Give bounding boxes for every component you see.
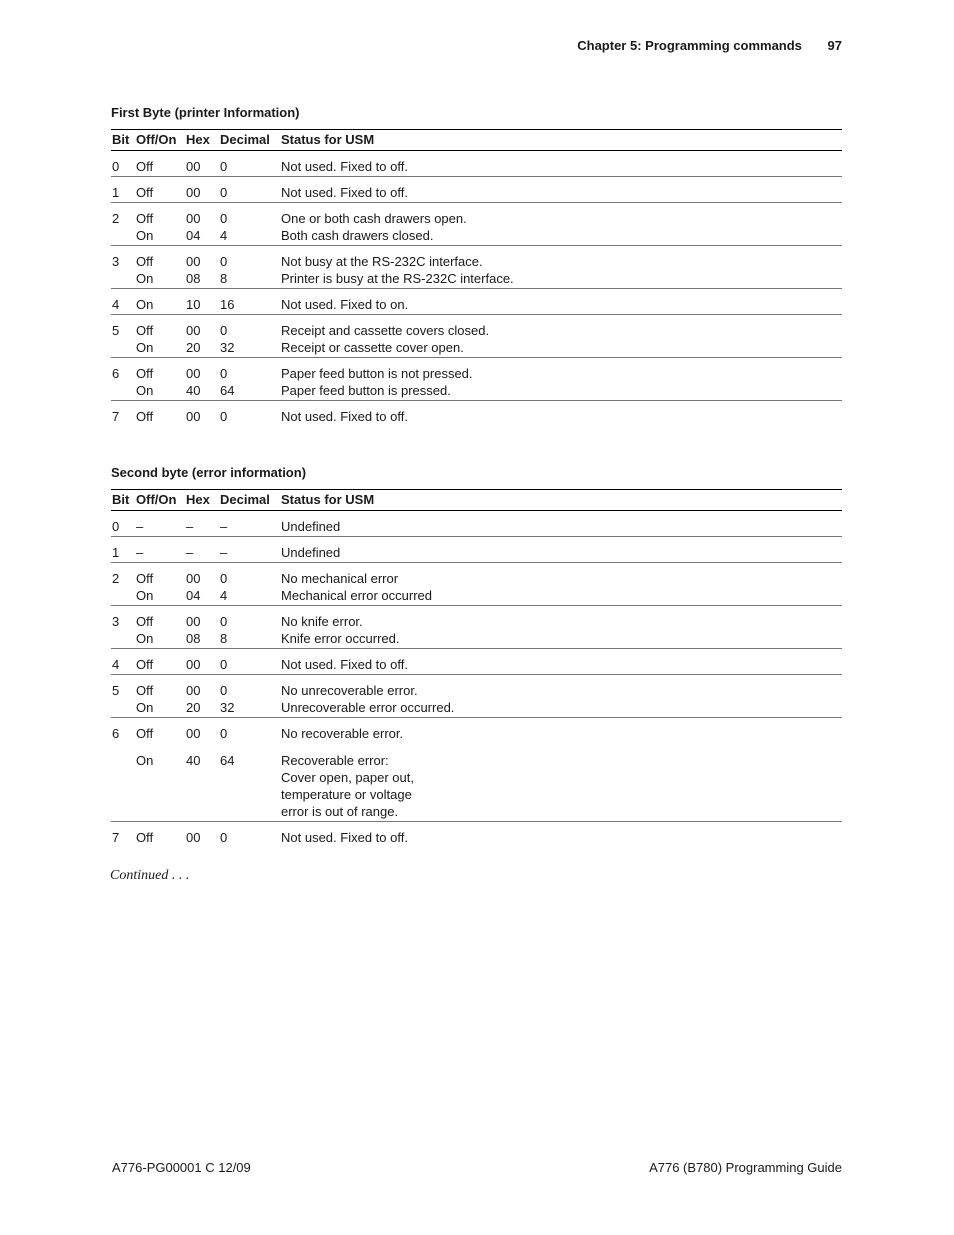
hex-cell-line: 00 <box>186 211 201 226</box>
col-header-bit: Bit <box>111 490 135 511</box>
off-on-cell <box>135 511 185 537</box>
hex-cell-line: 20 <box>186 700 201 715</box>
decimal-cell-line: 0 <box>220 726 228 741</box>
decimal-cell-line: 0 <box>220 683 228 698</box>
decimal-cell <box>219 606 280 649</box>
status-cell-line: Cover open, paper out, <box>281 770 414 785</box>
off-on-cell-line: On <box>136 588 154 603</box>
hex-cell-line: 08 <box>186 631 201 646</box>
status-cell-line: Not used. Fixed to off. <box>281 159 408 174</box>
bit-cell: 4 <box>112 297 120 312</box>
off-on-cell <box>135 675 185 718</box>
decimal-cell-line: – <box>220 545 228 560</box>
hex-cell <box>185 511 219 537</box>
table-row <box>111 563 842 606</box>
status-cell <box>280 649 842 675</box>
off-on-cell-line: On <box>136 753 154 768</box>
table-row <box>111 315 842 358</box>
table-row <box>111 246 842 289</box>
table-row <box>111 718 842 822</box>
bit-cell: 3 <box>112 614 120 629</box>
off-on-cell-line: – <box>136 519 144 534</box>
decimal-cell <box>219 537 280 563</box>
col-header-bit: Bit <box>111 130 135 151</box>
status-cell-line: temperature or voltage <box>281 787 412 802</box>
decimal-cell-line: 0 <box>220 657 228 672</box>
off-on-cell-line: On <box>136 297 154 312</box>
status-cell-line: Printer is busy at the RS-232C interface. <box>281 271 514 286</box>
status-cell-line: error is out of range. <box>281 804 399 819</box>
bit-cell: 1 <box>112 545 120 560</box>
off-on-cell-line: Off <box>136 159 154 174</box>
hex-cell <box>185 358 219 401</box>
col-header-decimal: Decimal <box>219 490 280 511</box>
status-cell-line: No mechanical error <box>281 571 399 586</box>
col-header-off-on: Off/On <box>135 130 185 151</box>
bit-cell: 5 <box>112 683 120 698</box>
hex-cell-line: 04 <box>186 228 201 243</box>
hex-cell-line: 40 <box>186 383 201 398</box>
hex-cell <box>185 718 219 822</box>
off-on-cell <box>135 203 185 246</box>
off-on-cell-line: Off <box>136 185 154 200</box>
hex-cell <box>185 289 219 315</box>
bit-cell: 7 <box>112 409 120 424</box>
table-row <box>111 537 842 563</box>
hex-cell-line: 00 <box>186 409 201 424</box>
bit-cell: 2 <box>112 571 120 586</box>
off-on-cell-line: Off <box>136 254 154 269</box>
decimal-cell <box>219 315 280 358</box>
bit-cell: 2 <box>112 211 120 226</box>
off-on-cell-line: Off <box>136 683 154 698</box>
chapter-title: Chapter 5: Programming commands <box>577 38 802 53</box>
decimal-cell <box>219 511 280 537</box>
second-byte-rows <box>111 511 842 848</box>
bit-cell: 6 <box>112 726 120 741</box>
second-byte-section <box>111 465 842 847</box>
hex-cell-line: 20 <box>186 340 201 355</box>
hex-cell-line: 00 <box>186 185 201 200</box>
status-cell-line: One or both cash drawers open. <box>281 211 467 226</box>
footer-doc-id: A776-PG00001 C 12/09 <box>112 1160 251 1175</box>
status-cell-line: No unrecoverable error. <box>281 683 418 698</box>
decimal-cell <box>219 401 280 427</box>
decimal-cell-line: 4 <box>220 588 228 603</box>
decimal-cell-line: 64 <box>220 753 235 768</box>
first-byte-title: First Byte (printer Information) <box>111 105 300 120</box>
hex-cell-line: 00 <box>186 254 201 269</box>
off-on-cell-line: On <box>136 340 154 355</box>
decimal-cell-line: 0 <box>220 830 228 845</box>
status-cell <box>280 563 842 606</box>
status-cell-line: Mechanical error occurred <box>281 588 433 603</box>
hex-cell <box>185 649 219 675</box>
hex-cell <box>185 203 219 246</box>
off-on-cell-line: Off <box>136 366 154 381</box>
table-row <box>111 151 842 177</box>
status-cell-line: Undefined <box>281 519 341 534</box>
status-cell-line: Receipt and cassette covers closed. <box>281 323 490 338</box>
off-on-cell-line: Off <box>136 409 154 424</box>
decimal-cell <box>219 675 280 718</box>
status-cell-line: Both cash drawers closed. <box>281 228 434 243</box>
decimal-cell <box>219 649 280 675</box>
status-cell-line: Not busy at the RS-232C interface. <box>281 254 483 269</box>
off-on-cell <box>135 563 185 606</box>
status-cell <box>280 203 842 246</box>
table-header-row <box>111 130 842 151</box>
hex-cell-line: 00 <box>186 657 201 672</box>
hex-cell-line: 00 <box>186 726 201 741</box>
hex-cell-line: 04 <box>186 588 201 603</box>
hex-cell-line: 00 <box>186 830 201 845</box>
col-header-hex: Hex <box>185 130 219 151</box>
table-row <box>111 177 842 203</box>
off-on-cell <box>135 315 185 358</box>
off-on-cell-line: Off <box>136 571 154 586</box>
table-row <box>111 401 842 427</box>
status-cell-line: Recoverable error: <box>281 753 389 768</box>
off-on-cell-line: Off <box>136 726 154 741</box>
status-cell-line: Not used. Fixed to off. <box>281 657 408 672</box>
hex-cell <box>185 606 219 649</box>
status-cell-line: No knife error. <box>281 614 363 629</box>
hex-cell <box>185 315 219 358</box>
off-on-cell-line: Off <box>136 657 154 672</box>
decimal-cell <box>219 358 280 401</box>
bit-cell: 6 <box>112 366 120 381</box>
off-on-cell <box>135 358 185 401</box>
status-cell-line: Paper feed button is pressed. <box>281 383 451 398</box>
status-cell <box>280 151 842 177</box>
hex-cell <box>185 177 219 203</box>
off-on-cell <box>135 822 185 848</box>
hex-cell-line: 08 <box>186 271 201 286</box>
first-byte-rows <box>111 151 842 427</box>
status-cell-line: Undefined <box>281 545 341 560</box>
status-cell <box>280 718 842 822</box>
hex-cell-line: 00 <box>186 159 201 174</box>
col-header-status: Status for USM <box>280 130 842 151</box>
decimal-cell-line: 0 <box>220 159 228 174</box>
table-row <box>111 649 842 675</box>
off-on-cell-line: On <box>136 383 154 398</box>
hex-cell <box>185 537 219 563</box>
status-cell <box>280 401 842 427</box>
off-on-cell-line: On <box>136 700 154 715</box>
col-header-status: Status for USM <box>280 490 842 511</box>
page-number: 97 <box>827 38 842 53</box>
decimal-cell-line: 0 <box>220 366 228 381</box>
decimal-cell-line: 0 <box>220 614 228 629</box>
decimal-cell <box>219 151 280 177</box>
decimal-cell-line: – <box>220 519 228 534</box>
decimal-cell <box>219 177 280 203</box>
hex-cell <box>185 246 219 289</box>
off-on-cell-line: Off <box>136 614 154 629</box>
status-cell-line: Not used. Fixed to off. <box>281 409 408 424</box>
hex-cell-line: 00 <box>186 323 201 338</box>
hex-cell-line: 40 <box>186 753 201 768</box>
decimal-cell-line: 0 <box>220 185 228 200</box>
decimal-cell-line: 16 <box>220 297 235 312</box>
bit-cell: 0 <box>112 159 120 174</box>
hex-cell-line: 00 <box>186 683 201 698</box>
off-on-cell <box>135 401 185 427</box>
decimal-cell-line: 0 <box>220 254 228 269</box>
off-on-cell <box>135 606 185 649</box>
status-cell <box>280 289 842 315</box>
status-cell <box>280 675 842 718</box>
hex-cell <box>185 822 219 848</box>
table-row <box>111 822 842 848</box>
hex-cell <box>185 151 219 177</box>
col-header-decimal: Decimal <box>219 130 280 151</box>
off-on-cell <box>135 289 185 315</box>
decimal-cell-line: 0 <box>220 571 228 586</box>
decimal-cell-line: 0 <box>220 409 228 424</box>
off-on-cell-line: Off <box>136 830 154 845</box>
table-row <box>111 203 842 246</box>
continued-note: Continued . . . <box>110 868 190 883</box>
status-cell-line: Knife error occurred. <box>281 631 400 646</box>
status-cell <box>280 177 842 203</box>
bit-cell: 1 <box>112 185 120 200</box>
decimal-cell-line: 8 <box>220 271 228 286</box>
table-header-row <box>111 490 842 511</box>
hex-cell-line: – <box>186 519 194 534</box>
off-on-cell-line: On <box>136 631 154 646</box>
footer-guide-title: A776 (B780) Programming Guide <box>649 1160 842 1175</box>
decimal-cell-line: 8 <box>220 631 228 646</box>
off-on-cell <box>135 177 185 203</box>
table-row <box>111 511 842 537</box>
decimal-cell <box>219 718 280 822</box>
decimal-cell-line: 64 <box>220 383 235 398</box>
off-on-cell-line: – <box>136 545 144 560</box>
off-on-cell <box>135 246 185 289</box>
hex-cell-line: 00 <box>186 614 201 629</box>
second-byte-title: Second byte (error information) <box>111 465 307 480</box>
status-cell-line: Not used. Fixed to off. <box>281 185 408 200</box>
hex-cell-line: – <box>186 545 194 560</box>
decimal-cell <box>219 563 280 606</box>
decimal-cell <box>219 289 280 315</box>
status-cell <box>280 315 842 358</box>
status-cell <box>280 358 842 401</box>
page-header <box>577 38 842 53</box>
off-on-cell-line: Off <box>136 323 154 338</box>
hex-cell-line: 10 <box>186 297 201 312</box>
col-header-off-on: Off/On <box>135 490 185 511</box>
bit-cell: 5 <box>112 323 120 338</box>
off-on-cell <box>135 537 185 563</box>
status-cell <box>280 606 842 649</box>
decimal-cell-line: 32 <box>220 700 235 715</box>
decimal-cell-line: 32 <box>220 340 235 355</box>
hex-cell-line: 00 <box>186 571 201 586</box>
col-header-hex: Hex <box>185 490 219 511</box>
off-on-cell-line: Off <box>136 211 154 226</box>
bit-cell: 3 <box>112 254 120 269</box>
bit-cell: 4 <box>112 657 120 672</box>
decimal-cell <box>219 246 280 289</box>
status-cell-line: Not used. Fixed to off. <box>281 830 408 845</box>
table-row <box>111 289 842 315</box>
hex-cell-line: 00 <box>186 366 201 381</box>
status-cell <box>280 511 842 537</box>
table-row <box>111 675 842 718</box>
off-on-cell-line: On <box>136 271 154 286</box>
status-cell-line: Not used. Fixed to on. <box>281 297 409 312</box>
status-cell <box>280 246 842 289</box>
status-cell-line: No recoverable error. <box>281 726 404 741</box>
decimal-cell <box>219 203 280 246</box>
status-cell-line: Unrecoverable error occurred. <box>281 700 455 715</box>
hex-cell <box>185 401 219 427</box>
hex-cell <box>185 563 219 606</box>
off-on-cell <box>135 718 185 822</box>
second-byte-table <box>111 489 842 847</box>
status-cell-line: Paper feed button is not pressed. <box>281 366 473 381</box>
decimal-cell-line: 0 <box>220 323 228 338</box>
table-row <box>111 358 842 401</box>
decimal-cell-line: 4 <box>220 228 228 243</box>
off-on-cell-line: On <box>136 228 154 243</box>
status-cell <box>280 822 842 848</box>
hex-cell <box>185 675 219 718</box>
bit-cell: 7 <box>112 830 120 845</box>
first-byte-table <box>111 129 842 426</box>
bit-cell: 0 <box>112 519 120 534</box>
decimal-cell-line: 0 <box>220 211 228 226</box>
table-row <box>111 606 842 649</box>
status-cell-line: Receipt or cassette cover open. <box>281 340 464 355</box>
off-on-cell <box>135 649 185 675</box>
decimal-cell <box>219 822 280 848</box>
status-cell <box>280 537 842 563</box>
off-on-cell <box>135 151 185 177</box>
first-byte-section <box>111 105 842 426</box>
